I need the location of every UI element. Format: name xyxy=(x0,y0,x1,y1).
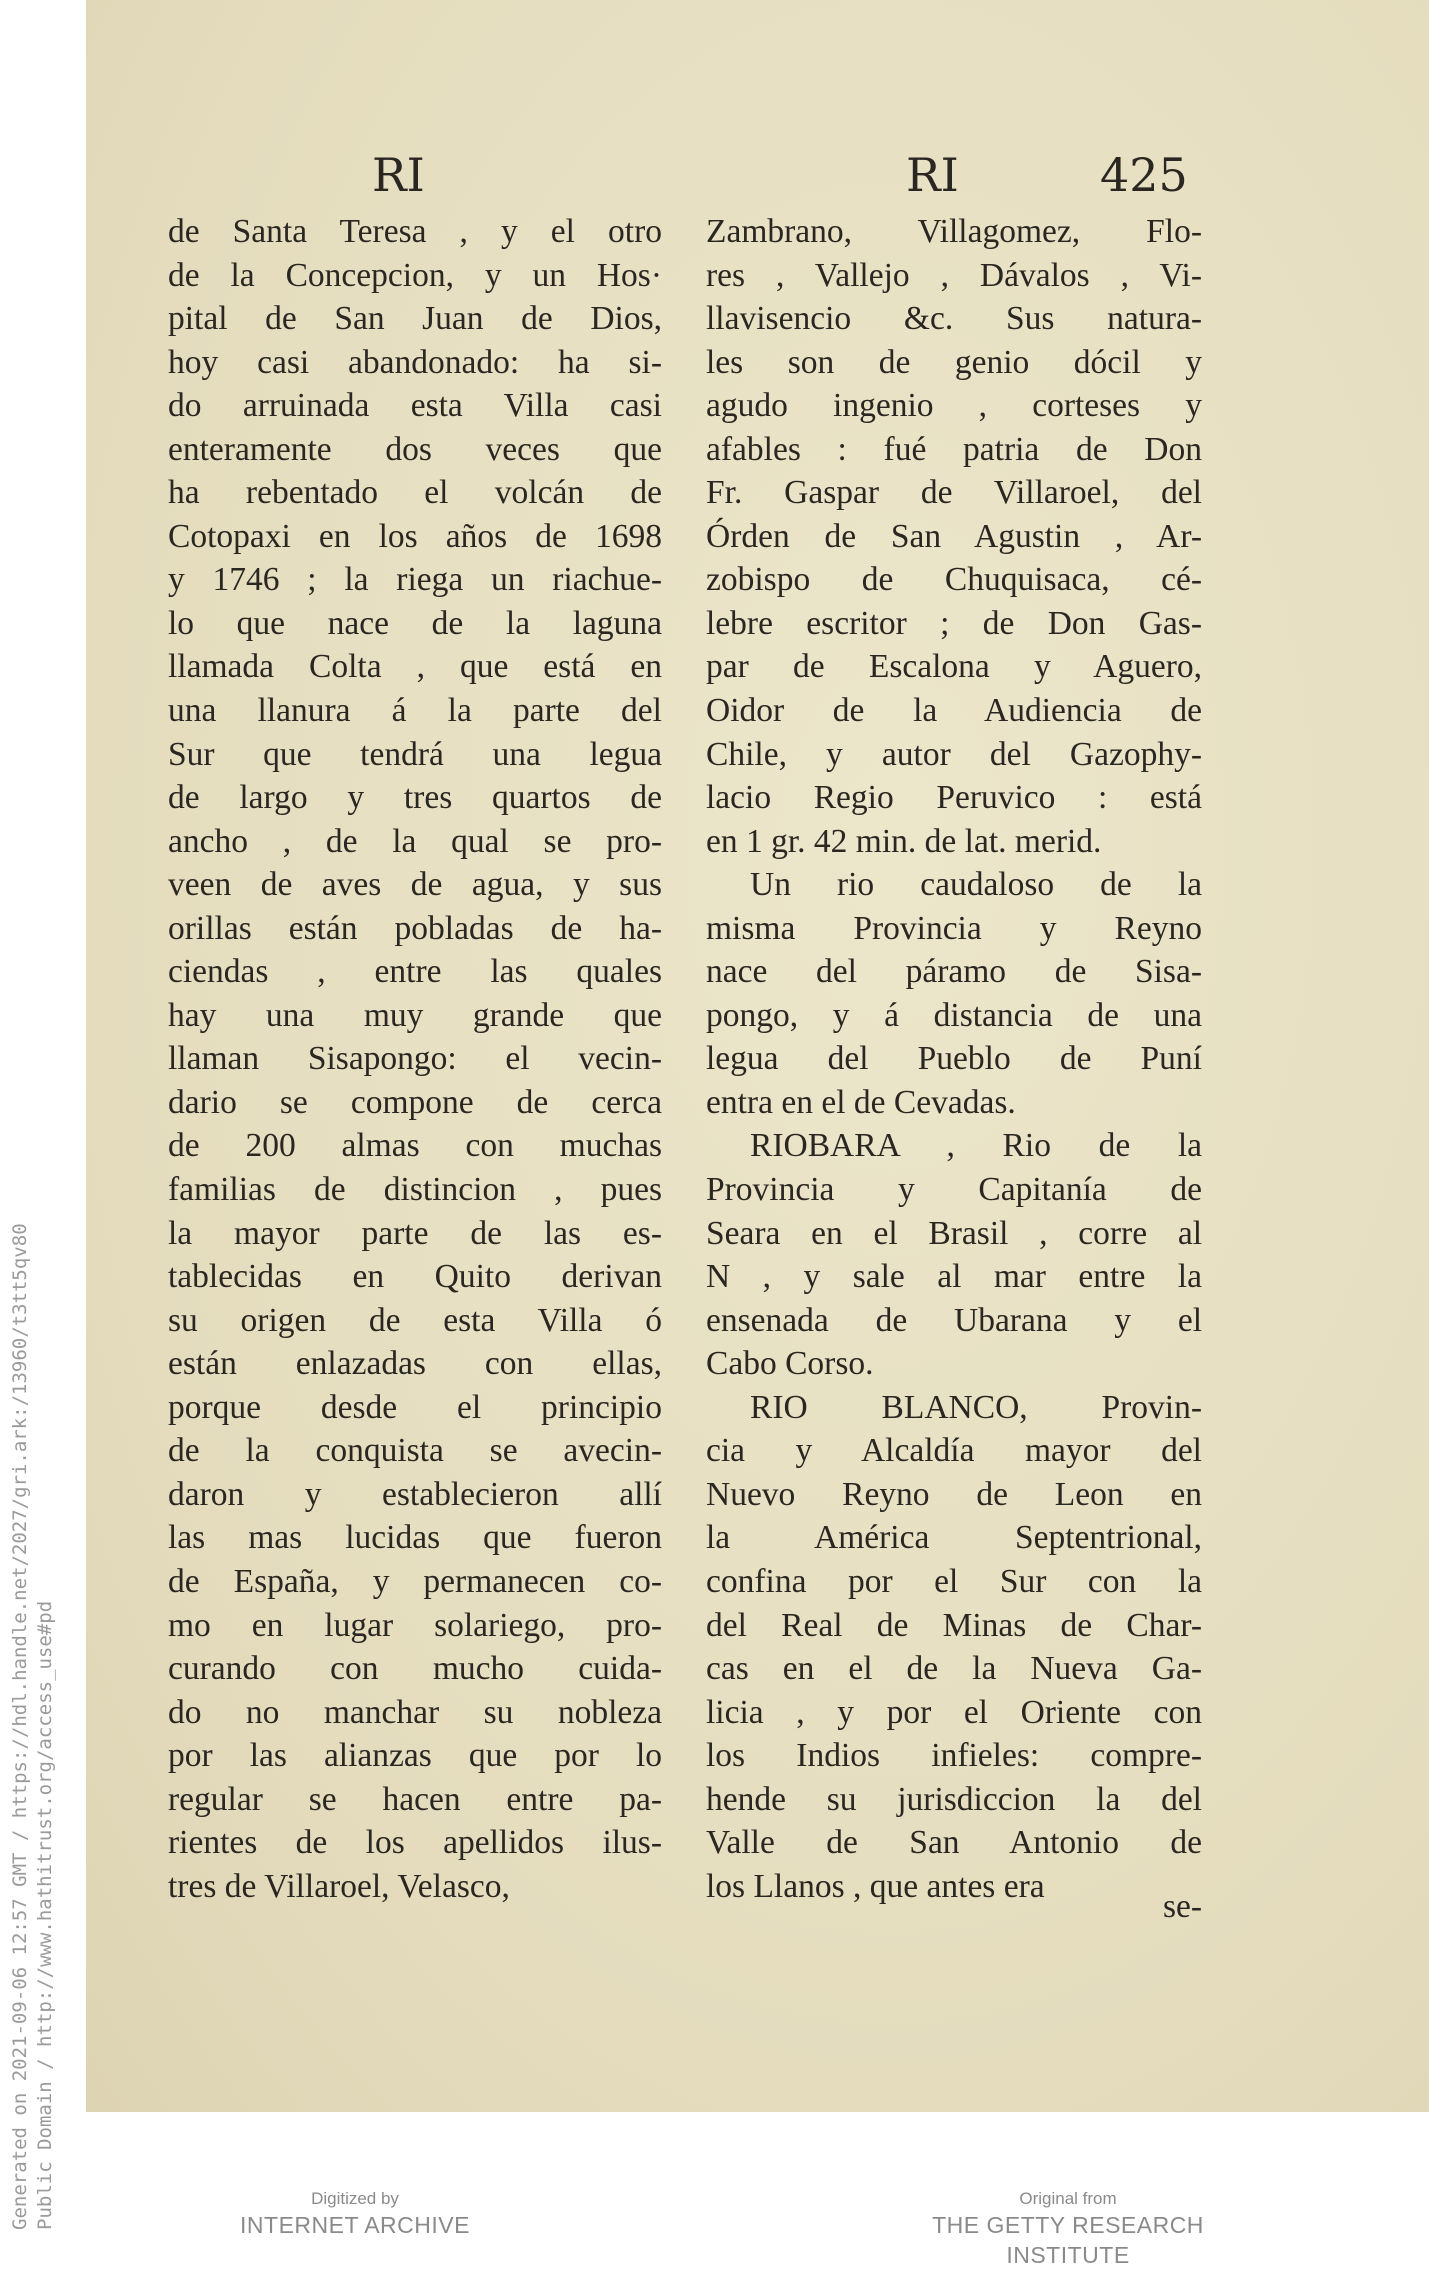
text-line: pongo, y á distancia de una xyxy=(706,996,1202,1034)
text-line: las mas lucidas que fueron xyxy=(168,1519,662,1557)
text-line: los Llanos , que antes era xyxy=(706,1867,1045,1905)
text-line: Provincia y Capitanía de xyxy=(706,1171,1202,1209)
text-line: ancho , de la qual se pro- xyxy=(168,822,662,860)
text-line: dario se compone de cerca xyxy=(168,1083,662,1121)
text-line: lo que nace de la laguna xyxy=(168,604,662,642)
text-line: Cabo Corso. xyxy=(706,1345,874,1383)
text-line: una llanura á la parte del xyxy=(168,692,662,730)
text-line: Fr. Gaspar de Villaroel, del xyxy=(706,474,1202,512)
text-line: legua del Pueblo de Puní xyxy=(706,1040,1202,1078)
text-line: zobispo de Chuquisaca, cé- xyxy=(706,561,1202,599)
text-line: hay una muy grande que xyxy=(168,996,662,1034)
text-line: tres de Villaroel, Velasco, xyxy=(168,1867,510,1905)
text-line: daron y establecieron allí xyxy=(168,1475,662,1513)
text-line: rientes de los apellidos ilus- xyxy=(168,1824,662,1862)
text-line: de España, y permanecen co- xyxy=(168,1562,662,1600)
text-line: afables : fué patria de Don xyxy=(706,430,1202,468)
text-line: la América Septentrional, xyxy=(706,1519,1202,1557)
text-line: ciendas , entre las quales xyxy=(168,953,662,991)
text-line: lacio Regio Peruvico : está xyxy=(706,779,1202,817)
digitized-by-credit xyxy=(155,2188,555,2240)
text-line: hende su jurisdiccion la del xyxy=(706,1780,1202,1818)
text-line: Cotopaxi en los años de 1698 xyxy=(168,517,662,555)
text-line: Zambrano, Villagomez, Flo- xyxy=(706,213,1202,250)
text-line: ha rebentado el volcán de xyxy=(168,474,662,512)
text-line: llavisencio &c. Sus natura- xyxy=(706,300,1202,338)
text-line: enteramente dos veces que xyxy=(168,430,662,468)
text-line: de la Concepcion, y un Hos· xyxy=(168,256,662,294)
text-line: de Santa Teresa , y el otro xyxy=(168,213,662,250)
left-running-head: RI xyxy=(372,148,425,202)
text-line: su origen de esta Villa ó xyxy=(168,1301,662,1339)
catchword: se- xyxy=(1162,1888,1202,1925)
getty-research-institute-label: THE GETTY RESEARCH INSTITUTE xyxy=(932,2212,1204,2268)
text-line: RIOBARA , Rio de la xyxy=(750,1127,1202,1165)
text-line: agudo ingenio , corteses y xyxy=(706,387,1202,425)
text-line: cas en el de la Nueva Ga- xyxy=(706,1650,1202,1688)
original-from-credit xyxy=(868,2188,1268,2270)
text-line: Oidor de la Audiencia de xyxy=(706,692,1202,730)
text-line: do arruinada esta Villa casi xyxy=(168,387,662,425)
text-line: RIO BLANCO, Provin- xyxy=(750,1388,1202,1426)
text-line: Nuevo Reyno de Leon en xyxy=(706,1475,1202,1513)
text-line: curando con mucho cuida- xyxy=(168,1650,662,1688)
text-line: por las alianzas que por lo xyxy=(168,1737,662,1775)
right-running-head: RI xyxy=(906,148,959,202)
text-line: Seara en el Brasil , corre al xyxy=(706,1214,1202,1252)
text-line: par de Escalona y Aguero, xyxy=(706,648,1202,686)
text-line: Chile, y autor del Gazophy- xyxy=(706,735,1202,773)
text-line: llaman Sisapongo: el vecin- xyxy=(168,1040,662,1078)
text-line: familias de distincion , pues xyxy=(168,1171,662,1209)
text-line: veen de aves de agua, y sus xyxy=(168,866,662,904)
text-line: están enlazadas con ellas, xyxy=(168,1345,662,1383)
text-line: N , y sale al mar entre la xyxy=(706,1258,1202,1296)
text-line: mo en lugar solariego, pro- xyxy=(168,1606,662,1644)
text-line: confina por el Sur con la xyxy=(706,1562,1202,1600)
text-line: pital de San Juan de Dios, xyxy=(168,300,662,338)
text-line: do no manchar su nobleza xyxy=(168,1693,662,1731)
text-line: res , Vallejo , Dávalos , Vi- xyxy=(706,256,1202,294)
original-from-label: Original from xyxy=(1019,2189,1117,2208)
digitized-by-label: Digitized by xyxy=(311,2189,399,2208)
text-line: hoy casi abandonado: ha si- xyxy=(168,343,662,381)
text-line: llamada Colta , que está en xyxy=(168,648,662,686)
text-line: entra en el de Cevadas. xyxy=(706,1083,1016,1121)
watermark-line-generated: Generated on 2021-09-06 12:57 GMT / https://hdl.handle.net/2027/gri.ark:/13960/t3tt5qv80 xyxy=(9,1223,31,2230)
page-number: 425 xyxy=(1100,148,1188,202)
text-line: los Indios infieles: compre- xyxy=(706,1737,1202,1775)
internet-archive-label: INTERNET ARCHIVE xyxy=(240,2212,470,2238)
text-line: del Real de Minas de Char- xyxy=(706,1606,1202,1644)
text-line: regular se hacen entre pa- xyxy=(168,1780,662,1818)
access-watermark xyxy=(0,1100,60,2230)
text-line: orillas están pobladas de ha- xyxy=(168,909,662,947)
text-line: de largo y tres quartos de xyxy=(168,779,662,817)
text-line: cia y Alcaldía mayor del xyxy=(706,1432,1202,1470)
text-line: en 1 gr. 42 min. de lat. merid. xyxy=(706,822,1102,860)
text-line: Un rio caudaloso de la xyxy=(750,866,1202,904)
text-line: Órden de San Agustin , Ar- xyxy=(706,517,1202,555)
text-line: lebre escritor ; de Don Gas- xyxy=(706,604,1202,642)
text-line: la mayor parte de las es- xyxy=(168,1214,662,1252)
text-line: les son de genio dócil y xyxy=(706,343,1202,381)
text-line: ensenada de Ubarana y el xyxy=(706,1301,1202,1339)
text-line: nace del páramo de Sisa- xyxy=(706,953,1202,991)
text-line: Valle de San Antonio de xyxy=(706,1824,1202,1862)
text-line: Sur que tendrá una legua xyxy=(168,735,662,773)
watermark-line-rights: Public Domain / http://www.hathitrust.org/access_use#pd xyxy=(34,1600,56,2230)
text-line: de 200 almas con muchas xyxy=(168,1127,662,1165)
text-line: tablecidas en Quito derivan xyxy=(168,1258,662,1296)
text-line: licia , y por el Oriente con xyxy=(706,1693,1202,1731)
text-line: misma Provincia y Reyno xyxy=(706,909,1202,947)
text-line: porque desde el principio xyxy=(168,1388,662,1426)
left-text-column xyxy=(168,210,662,1908)
right-text-column xyxy=(706,210,1202,1908)
text-line: de la conquista se avecin- xyxy=(168,1432,662,1470)
text-line: y 1746 ; la riega un riachue- xyxy=(168,561,662,599)
